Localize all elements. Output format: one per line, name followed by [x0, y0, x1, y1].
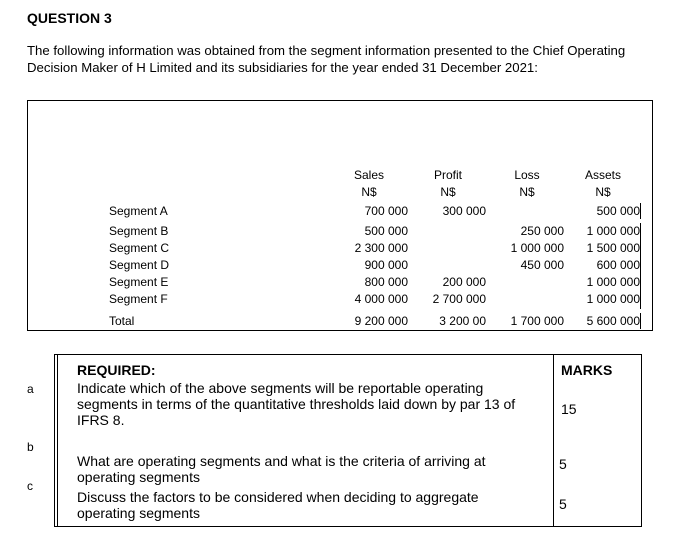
item-marks: 5 [559, 496, 567, 512]
header-profit-unit: N$ [440, 185, 456, 199]
required-heading: REQUIRED: [77, 362, 156, 378]
assets-cell: 1 000 000 [586, 292, 640, 306]
profit-cell: 2 700 000 [432, 292, 486, 306]
sales-cell: 2 300 000 [354, 241, 408, 255]
segment-label: Segment A [109, 204, 168, 218]
assets-cell: 1 500 000 [586, 241, 640, 255]
segment-label: Segment F [109, 292, 168, 306]
assets-border-a [640, 203, 641, 219]
assets-cell: 600 000 [596, 258, 640, 272]
assets-cell: 500 000 [596, 204, 640, 218]
profit-cell: 300 000 [442, 204, 486, 218]
header-loss-unit: N$ [519, 185, 535, 199]
header-sales: Sales [353, 168, 385, 182]
sales-cell: 700 000 [364, 204, 408, 218]
total-profit: 3 200 00 [439, 314, 486, 328]
header-loss: Loss [514, 168, 540, 182]
header-profit: Profit [433, 168, 462, 182]
required-item-text: Indicate which of the above segments will be reportable operating segments in terms of the quantitative thresholds laid down by par 13 of IFRS 8. [77, 380, 516, 428]
loss-cell: 250 000 [520, 224, 564, 238]
sales-cell: 4 000 000 [354, 292, 408, 306]
header-sales-unit: N$ [361, 185, 377, 199]
loss-cell: 450 000 [520, 258, 564, 272]
loss-cell: 1 000 000 [510, 241, 564, 255]
profit-cell: 200 000 [442, 275, 486, 289]
segment-label: Segment D [109, 258, 170, 272]
sales-cell: 900 000 [364, 258, 408, 272]
item-marks: 15 [561, 401, 577, 417]
segment-label: Segment B [109, 224, 169, 238]
required-item-text: What are operating segments and what is the criteria of arriving at operating segments [77, 453, 486, 485]
assets-border-b-f [640, 223, 641, 309]
segment-label: Segment C [109, 241, 170, 255]
item-letter: a [27, 382, 34, 396]
header-assets: Assets [584, 168, 621, 182]
item-letter: c [27, 479, 33, 493]
total-loss: 1 700 000 [510, 314, 564, 328]
sales-cell: 500 000 [364, 224, 408, 238]
segment-label: Segment E [109, 275, 169, 289]
item-letter: b [27, 440, 34, 454]
question-title: QUESTION 3 [27, 10, 112, 26]
sales-cell: 800 000 [364, 275, 408, 289]
assets-cell: 1 000 000 [586, 224, 640, 238]
assets-cell: 1 000 000 [586, 275, 640, 289]
total-assets: 5 600 000 [586, 314, 640, 328]
header-assets-unit: N$ [595, 185, 611, 199]
intro-paragraph: The following information was obtained from the segment information presented to the Chief Operating Decision Maker of H Limited and its subsidiaries for the year ended 31 December 2021: [27, 43, 626, 75]
total-label: Total [109, 314, 135, 328]
total-sales: 9 200 000 [354, 314, 408, 328]
required-item-text: Discuss the factors to be considered when deciding to aggregate operating segments [77, 489, 479, 521]
marks-heading: MARKS [561, 362, 613, 378]
assets-border-total [640, 313, 641, 329]
item-marks: 5 [559, 456, 567, 472]
